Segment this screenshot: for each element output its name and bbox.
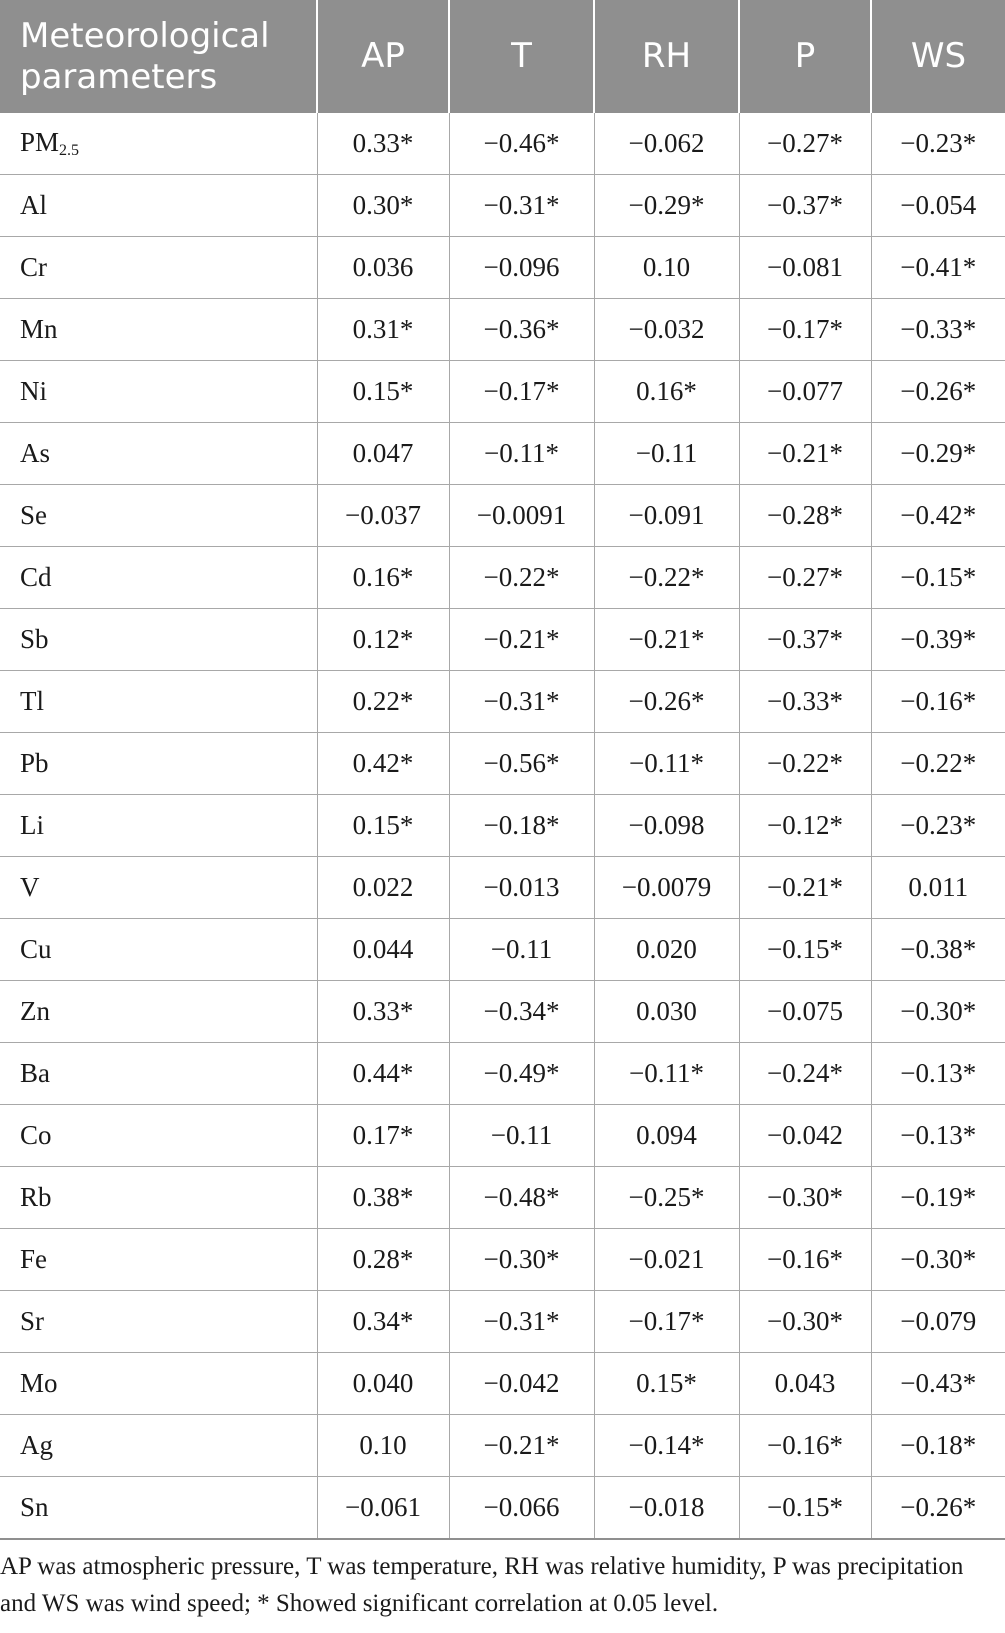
correlation-value-cell: −0.31*	[449, 175, 594, 237]
row-parameter-cell	[0, 609, 317, 671]
correlation-value-cell: 0.44*	[317, 1043, 449, 1105]
correlation-value-cell: −0.098	[594, 795, 739, 857]
correlation-value-cell: −0.075	[739, 981, 871, 1043]
correlation-value-cell: −0.042	[739, 1105, 871, 1167]
correlation-value-cell: −0.33*	[739, 671, 871, 733]
correlation-value-cell: −0.16*	[871, 671, 1005, 733]
correlation-value-cell: −0.013	[449, 857, 594, 919]
row-parameter-label: Sb	[20, 624, 49, 654]
table-row	[0, 1105, 1005, 1167]
row-parameter-cell	[0, 733, 317, 795]
row-parameter-label: Ba	[20, 1058, 50, 1088]
correlation-value-cell: −0.22*	[871, 733, 1005, 795]
correlation-value-cell: −0.12*	[739, 795, 871, 857]
row-parameter-label: Pb	[20, 748, 49, 778]
correlation-value-cell: −0.079	[871, 1291, 1005, 1353]
correlation-value-cell: −0.0079	[594, 857, 739, 919]
correlation-value-cell: −0.11*	[449, 423, 594, 485]
correlation-value-cell: −0.34*	[449, 981, 594, 1043]
row-parameter-label: Tl	[20, 686, 44, 716]
table-row	[0, 299, 1005, 361]
row-parameter-subscript: 2.5	[59, 142, 80, 159]
correlation-value-cell: −0.36*	[449, 299, 594, 361]
correlation-value-cell: 0.020	[594, 919, 739, 981]
correlation-value-cell: −0.37*	[739, 609, 871, 671]
correlation-value-cell: −0.30*	[871, 1229, 1005, 1291]
correlation-value-cell: −0.30*	[739, 1167, 871, 1229]
correlation-value-cell: −0.48*	[449, 1167, 594, 1229]
correlation-value-cell: 0.15*	[317, 361, 449, 423]
correlation-value-cell: −0.27*	[739, 547, 871, 609]
correlation-value-cell: −0.31*	[449, 1291, 594, 1353]
row-parameter-cell	[0, 671, 317, 733]
correlation-value-cell: −0.49*	[449, 1043, 594, 1105]
correlation-value-cell: 0.34*	[317, 1291, 449, 1353]
row-parameter-label: Se	[20, 500, 47, 530]
correlation-value-cell: −0.18*	[871, 1415, 1005, 1477]
row-parameter-cell	[0, 485, 317, 547]
correlation-value-cell: −0.15*	[739, 1477, 871, 1540]
correlation-value-cell: −0.26*	[871, 361, 1005, 423]
row-parameter-label: Cr	[20, 252, 47, 282]
correlation-value-cell: −0.24*	[739, 1043, 871, 1105]
table-row	[0, 795, 1005, 857]
correlation-value-cell: −0.018	[594, 1477, 739, 1540]
row-parameter-cell	[0, 1043, 317, 1105]
correlation-value-cell: 0.15*	[317, 795, 449, 857]
row-parameter-cell	[0, 857, 317, 919]
correlation-value-cell: −0.17*	[449, 361, 594, 423]
correlation-value-cell: −0.11	[449, 919, 594, 981]
correlation-value-cell: −0.26*	[871, 1477, 1005, 1540]
correlation-value-cell: 0.011	[871, 857, 1005, 919]
row-parameter-label: Fe	[20, 1244, 47, 1274]
correlation-value-cell: 0.16*	[594, 361, 739, 423]
row-parameter-label: Sn	[20, 1492, 49, 1522]
correlation-value-cell: −0.30*	[739, 1291, 871, 1353]
correlation-value-cell: −0.31*	[449, 671, 594, 733]
table-body	[0, 113, 1005, 1539]
correlation-value-cell: −0.19*	[871, 1167, 1005, 1229]
correlation-value-cell: −0.077	[739, 361, 871, 423]
correlation-value-cell: −0.23*	[871, 795, 1005, 857]
correlation-value-cell: −0.096	[449, 237, 594, 299]
correlation-value-cell: −0.23*	[871, 113, 1005, 175]
table-row	[0, 1167, 1005, 1229]
correlation-value-cell: −0.46*	[449, 113, 594, 175]
correlation-value-cell: 0.022	[317, 857, 449, 919]
correlation-value-cell: −0.21*	[594, 609, 739, 671]
row-parameter-label: Sr	[20, 1306, 45, 1336]
table-row	[0, 485, 1005, 547]
correlation-value-cell: −0.16*	[739, 1415, 871, 1477]
table-row	[0, 919, 1005, 981]
header-cell-p: P	[739, 0, 871, 113]
correlation-value-cell: 0.10	[317, 1415, 449, 1477]
row-parameter-cell	[0, 423, 317, 485]
correlation-value-cell: 0.044	[317, 919, 449, 981]
row-parameter-cell	[0, 361, 317, 423]
table-row	[0, 733, 1005, 795]
row-parameter-cell	[0, 981, 317, 1043]
table-footnote: AP was atmospheric pressure, T was temperature, RH was relative humidity, P was precipitation and WS was wind speed; * Showed significant correlation at 0.05 level.	[0, 1553, 964, 1617]
correlation-value-cell: −0.29*	[594, 175, 739, 237]
row-parameter-cell	[0, 299, 317, 361]
correlation-value-cell: −0.30*	[871, 981, 1005, 1043]
correlation-value-cell: −0.28*	[739, 485, 871, 547]
correlation-value-cell: −0.11	[449, 1105, 594, 1167]
correlation-value-cell: −0.37*	[739, 175, 871, 237]
correlation-value-cell: −0.14*	[594, 1415, 739, 1477]
correlation-value-cell: −0.18*	[449, 795, 594, 857]
correlation-value-cell: −0.062	[594, 113, 739, 175]
correlation-value-cell: −0.21*	[449, 1415, 594, 1477]
header-cell-rh: RH	[594, 0, 739, 113]
correlation-value-cell: −0.22*	[739, 733, 871, 795]
table-row	[0, 671, 1005, 733]
table-row	[0, 1291, 1005, 1353]
correlation-value-cell: −0.29*	[871, 423, 1005, 485]
row-parameter-cell	[0, 1415, 317, 1477]
correlation-value-cell: 0.12*	[317, 609, 449, 671]
correlation-value-cell: 0.30*	[317, 175, 449, 237]
row-parameter-label: Mo	[20, 1368, 58, 1398]
correlation-value-cell: −0.25*	[594, 1167, 739, 1229]
correlation-value-cell: −0.42*	[871, 485, 1005, 547]
row-parameter-cell	[0, 237, 317, 299]
table-row	[0, 857, 1005, 919]
correlation-value-cell: 0.036	[317, 237, 449, 299]
table-row	[0, 1229, 1005, 1291]
row-parameter-label: Rb	[20, 1182, 52, 1212]
row-parameter-cell	[0, 1291, 317, 1353]
correlation-value-cell: −0.21*	[449, 609, 594, 671]
table-row	[0, 1415, 1005, 1477]
correlation-value-cell: −0.43*	[871, 1353, 1005, 1415]
correlation-value-cell: −0.17*	[739, 299, 871, 361]
correlation-value-cell: −0.0091	[449, 485, 594, 547]
row-parameter-label: Cu	[20, 934, 52, 964]
row-parameter-cell	[0, 795, 317, 857]
correlation-value-cell: 0.094	[594, 1105, 739, 1167]
correlation-value-cell: 0.42*	[317, 733, 449, 795]
correlation-value-cell: 0.22*	[317, 671, 449, 733]
correlation-value-cell: 0.16*	[317, 547, 449, 609]
header-cell-parameters: Meteorological parameters	[0, 0, 317, 113]
correlation-value-cell: −0.081	[739, 237, 871, 299]
table-row	[0, 1477, 1005, 1540]
correlation-value-cell: −0.17*	[594, 1291, 739, 1353]
correlation-value-cell: −0.27*	[739, 113, 871, 175]
correlation-value-cell: −0.22*	[449, 547, 594, 609]
correlation-value-cell: −0.11*	[594, 1043, 739, 1105]
table-row	[0, 113, 1005, 175]
table-row	[0, 609, 1005, 671]
correlation-value-cell: −0.091	[594, 485, 739, 547]
correlation-value-cell: −0.21*	[739, 423, 871, 485]
correlation-value-cell: −0.032	[594, 299, 739, 361]
row-parameter-label: Zn	[20, 996, 50, 1026]
correlation-value-cell: −0.26*	[594, 671, 739, 733]
correlation-value-cell: 0.31*	[317, 299, 449, 361]
row-parameter-label: V	[20, 872, 40, 902]
correlation-value-cell: −0.061	[317, 1477, 449, 1540]
correlation-value-cell: −0.15*	[871, 547, 1005, 609]
correlation-value-cell: −0.066	[449, 1477, 594, 1540]
row-parameter-label: Ni	[20, 376, 47, 406]
row-parameter-cell	[0, 1477, 317, 1540]
header-row	[0, 0, 1005, 113]
table-row	[0, 423, 1005, 485]
table-row	[0, 1353, 1005, 1415]
row-parameter-cell	[0, 919, 317, 981]
correlation-value-cell: −0.39*	[871, 609, 1005, 671]
correlation-value-cell: −0.13*	[871, 1105, 1005, 1167]
correlation-value-cell: −0.38*	[871, 919, 1005, 981]
row-parameter-cell	[0, 113, 317, 175]
correlation-value-cell: −0.16*	[739, 1229, 871, 1291]
row-parameter-label: Mn	[20, 314, 58, 344]
row-parameter-cell	[0, 1105, 317, 1167]
correlation-value-cell: 0.33*	[317, 981, 449, 1043]
row-parameter-cell	[0, 1229, 317, 1291]
correlation-value-cell: 0.28*	[317, 1229, 449, 1291]
correlation-value-cell: 0.030	[594, 981, 739, 1043]
row-parameter-label: PM	[20, 127, 60, 157]
row-parameter-label: Li	[20, 810, 44, 840]
correlation-value-cell: 0.10	[594, 237, 739, 299]
row-parameter-label: As	[20, 438, 51, 468]
correlation-value-cell: −0.11*	[594, 733, 739, 795]
correlation-value-cell: −0.41*	[871, 237, 1005, 299]
correlation-value-cell: −0.30*	[449, 1229, 594, 1291]
row-parameter-cell	[0, 1167, 317, 1229]
table-row	[0, 237, 1005, 299]
correlation-value-cell: 0.38*	[317, 1167, 449, 1229]
table-row	[0, 1043, 1005, 1105]
correlation-value-cell: 0.040	[317, 1353, 449, 1415]
correlation-value-cell: −0.037	[317, 485, 449, 547]
header-cell-ap: AP	[317, 0, 449, 113]
row-parameter-label: Al	[20, 190, 47, 220]
table-row	[0, 361, 1005, 423]
row-parameter-cell	[0, 547, 317, 609]
row-parameter-label: Co	[20, 1120, 52, 1150]
row-parameter-cell	[0, 175, 317, 237]
row-parameter-label: Ag	[20, 1430, 53, 1460]
correlation-value-cell: −0.13*	[871, 1043, 1005, 1105]
table-row	[0, 981, 1005, 1043]
correlation-value-cell: 0.33*	[317, 113, 449, 175]
row-parameter-cell	[0, 1353, 317, 1415]
correlation-value-cell: −0.15*	[739, 919, 871, 981]
table-row	[0, 547, 1005, 609]
row-parameter-label: Cd	[20, 562, 52, 592]
correlation-value-cell: −0.11	[594, 423, 739, 485]
correlation-value-cell: −0.021	[594, 1229, 739, 1291]
correlation-value-cell: −0.21*	[739, 857, 871, 919]
correlation-value-cell: −0.22*	[594, 547, 739, 609]
table-row	[0, 175, 1005, 237]
correlation-value-cell: 0.17*	[317, 1105, 449, 1167]
correlation-value-cell: −0.042	[449, 1353, 594, 1415]
correlation-value-cell: −0.054	[871, 175, 1005, 237]
correlation-value-cell: 0.047	[317, 423, 449, 485]
correlation-value-cell: 0.15*	[594, 1353, 739, 1415]
correlation-value-cell: −0.33*	[871, 299, 1005, 361]
correlation-value-cell: 0.043	[739, 1353, 871, 1415]
header-cell-t: T	[449, 0, 594, 113]
header-cell-ws: WS	[871, 0, 1005, 113]
correlation-value-cell: −0.56*	[449, 733, 594, 795]
